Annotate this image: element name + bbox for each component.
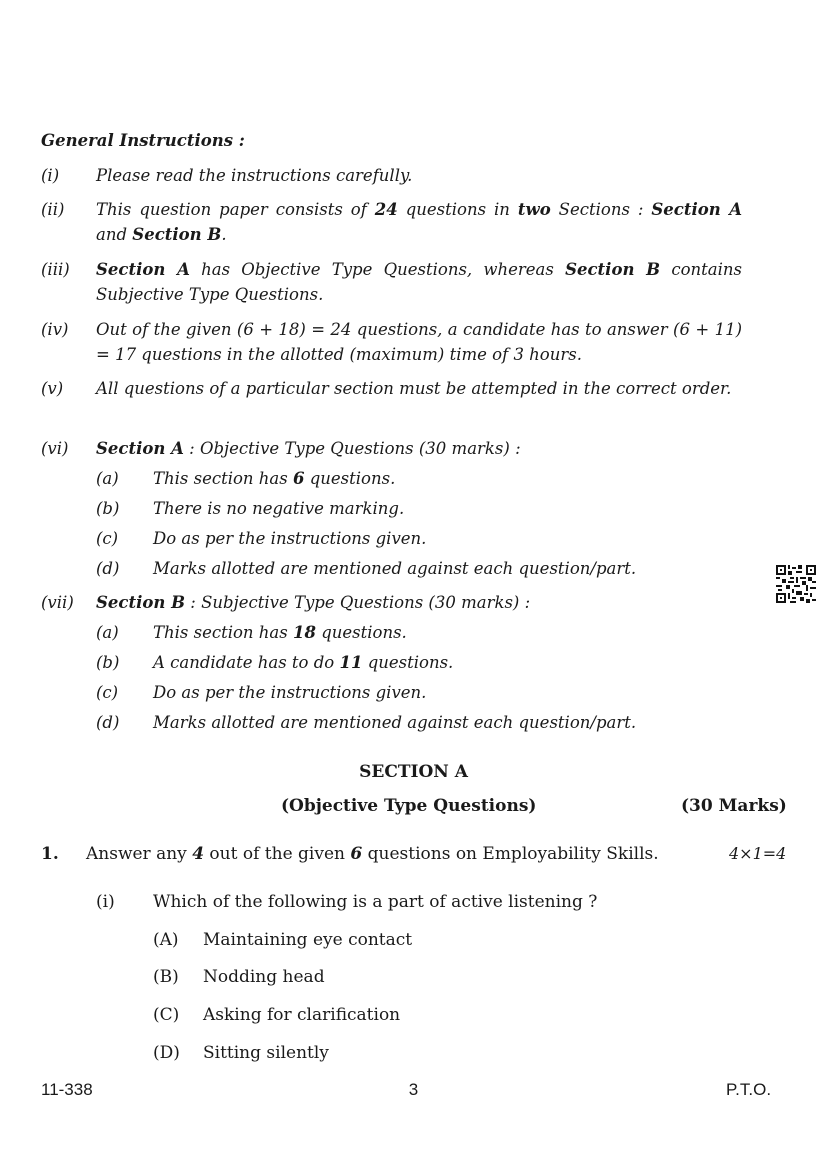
instruction-number: (iv) bbox=[41, 320, 69, 339]
section-subtitle: (Objective Type Questions) bbox=[281, 796, 537, 816]
option-label: (C) bbox=[153, 1005, 180, 1025]
instruction-text bbox=[96, 197, 742, 247]
question-number: 1. bbox=[41, 844, 59, 864]
sub-instruction-label: (c) bbox=[96, 529, 119, 548]
text-run: There is no negative marking. bbox=[153, 499, 405, 518]
paper-code: 11-338 bbox=[41, 1080, 93, 1099]
text-run: Answer any bbox=[86, 844, 193, 864]
text-run: Section A bbox=[96, 260, 190, 279]
text-run: 4 bbox=[192, 844, 205, 864]
text-run: questions. bbox=[362, 653, 454, 672]
section-b-title: Section B bbox=[96, 593, 186, 612]
question-text bbox=[86, 844, 659, 864]
instruction-number: (v) bbox=[41, 379, 64, 398]
sub-instruction-label: (a) bbox=[96, 469, 119, 488]
option-label: (B) bbox=[153, 967, 179, 987]
text-run: This question paper consists of bbox=[96, 200, 375, 219]
text-run: . bbox=[221, 225, 227, 244]
instruction-number: (iii) bbox=[41, 260, 70, 279]
sub-instruction-label: (b) bbox=[96, 499, 120, 518]
text-run: questions. bbox=[304, 469, 396, 488]
section-b-desc: : Subjective Type Questions (30 marks) : bbox=[185, 593, 531, 612]
sub-question-text: Which of the following is a part of active listening ? bbox=[153, 892, 598, 912]
option-text: Nodding head bbox=[203, 967, 325, 987]
text-run: Section A bbox=[651, 200, 742, 219]
sub-instruction-text bbox=[153, 623, 407, 642]
section-a-instruction bbox=[96, 439, 521, 458]
text-run: Sections : bbox=[550, 200, 652, 219]
general-instructions-heading: General Instructions : bbox=[41, 131, 245, 150]
sub-instruction-text bbox=[153, 529, 426, 548]
sub-instruction-label: (c) bbox=[96, 683, 119, 702]
text-run: contains Subjective Type Questions. bbox=[96, 260, 742, 304]
option-text: Sitting silently bbox=[203, 1043, 329, 1063]
sub-instruction-text bbox=[153, 683, 426, 702]
instruction-text bbox=[96, 163, 742, 188]
text-run: 6 bbox=[350, 844, 363, 864]
text-run: Please read the instructions carefully. bbox=[96, 166, 413, 185]
text-run: 11 bbox=[339, 653, 363, 672]
sub-instruction-text bbox=[153, 713, 636, 732]
sub-instruction-text bbox=[153, 559, 636, 578]
text-run: 24 bbox=[374, 200, 398, 219]
text-run: and bbox=[96, 225, 133, 244]
section-b-instruction bbox=[96, 593, 530, 612]
sub-instruction-label: (b) bbox=[96, 653, 120, 672]
text-run: Do as per the instructions given. bbox=[153, 529, 427, 548]
instruction-number: (vi) bbox=[41, 439, 69, 458]
sub-instruction-label: (a) bbox=[96, 623, 119, 642]
text-run: out of the given bbox=[204, 844, 351, 864]
text-run: questions in bbox=[397, 200, 518, 219]
text-run: 18 bbox=[292, 623, 316, 642]
text-run: Out of the given (6 + 18) = 24 questions, a candidate has to answer (6 + 11) = 17 questions in the allotted (maximum) time of 3 hours. bbox=[96, 320, 742, 364]
text-run: This section has bbox=[153, 623, 293, 642]
page-number: 3 bbox=[408, 1080, 419, 1099]
option-text: Maintaining eye contact bbox=[203, 930, 413, 950]
section-a-title: Section A bbox=[96, 439, 184, 458]
instruction-number: (i) bbox=[41, 166, 60, 185]
sub-instruction-label: (d) bbox=[96, 559, 120, 578]
pto-label: P.T.O. bbox=[726, 1080, 772, 1099]
text-run: questions on Employability Skills. bbox=[362, 844, 659, 864]
option-label: (A) bbox=[153, 930, 179, 950]
question-marks: 4×1=4 bbox=[729, 844, 787, 863]
text-run: All questions of a particular section must be attempted in the correct order. bbox=[96, 379, 732, 398]
option-label: (D) bbox=[153, 1043, 180, 1063]
sub-instruction-text bbox=[153, 469, 395, 488]
instruction-number: (vii) bbox=[41, 593, 74, 612]
sub-instruction-text bbox=[153, 499, 404, 518]
text-run: Do as per the instructions given. bbox=[153, 683, 427, 702]
instruction-text bbox=[96, 376, 742, 401]
text-run: Section B bbox=[565, 260, 661, 279]
instruction-number: (ii) bbox=[41, 200, 65, 219]
sub-instruction-text bbox=[153, 653, 453, 672]
section-a-desc: : Objective Type Questions (30 marks) : bbox=[183, 439, 521, 458]
text-run: questions. bbox=[315, 623, 407, 642]
option-text: Asking for clarification bbox=[203, 1005, 401, 1025]
qr-code-icon bbox=[776, 565, 816, 603]
section-marks: (30 Marks) bbox=[681, 796, 787, 816]
text-run: two bbox=[517, 200, 551, 219]
text-run: has Objective Type Questions, whereas bbox=[189, 260, 566, 279]
instruction-text bbox=[96, 317, 742, 367]
text-run: This section has bbox=[153, 469, 293, 488]
text-run: Marks allotted are mentioned against each question/part. bbox=[153, 713, 637, 732]
text-run: Section B bbox=[132, 225, 222, 244]
sub-instruction-label: (d) bbox=[96, 713, 120, 732]
sub-question-number: (i) bbox=[96, 892, 115, 912]
text-run: A candidate has to do bbox=[153, 653, 340, 672]
instruction-text bbox=[96, 257, 742, 307]
text-run: Marks allotted are mentioned against each question/part. bbox=[153, 559, 637, 578]
text-run: 6 bbox=[292, 469, 305, 488]
section-title: SECTION A bbox=[359, 762, 468, 782]
